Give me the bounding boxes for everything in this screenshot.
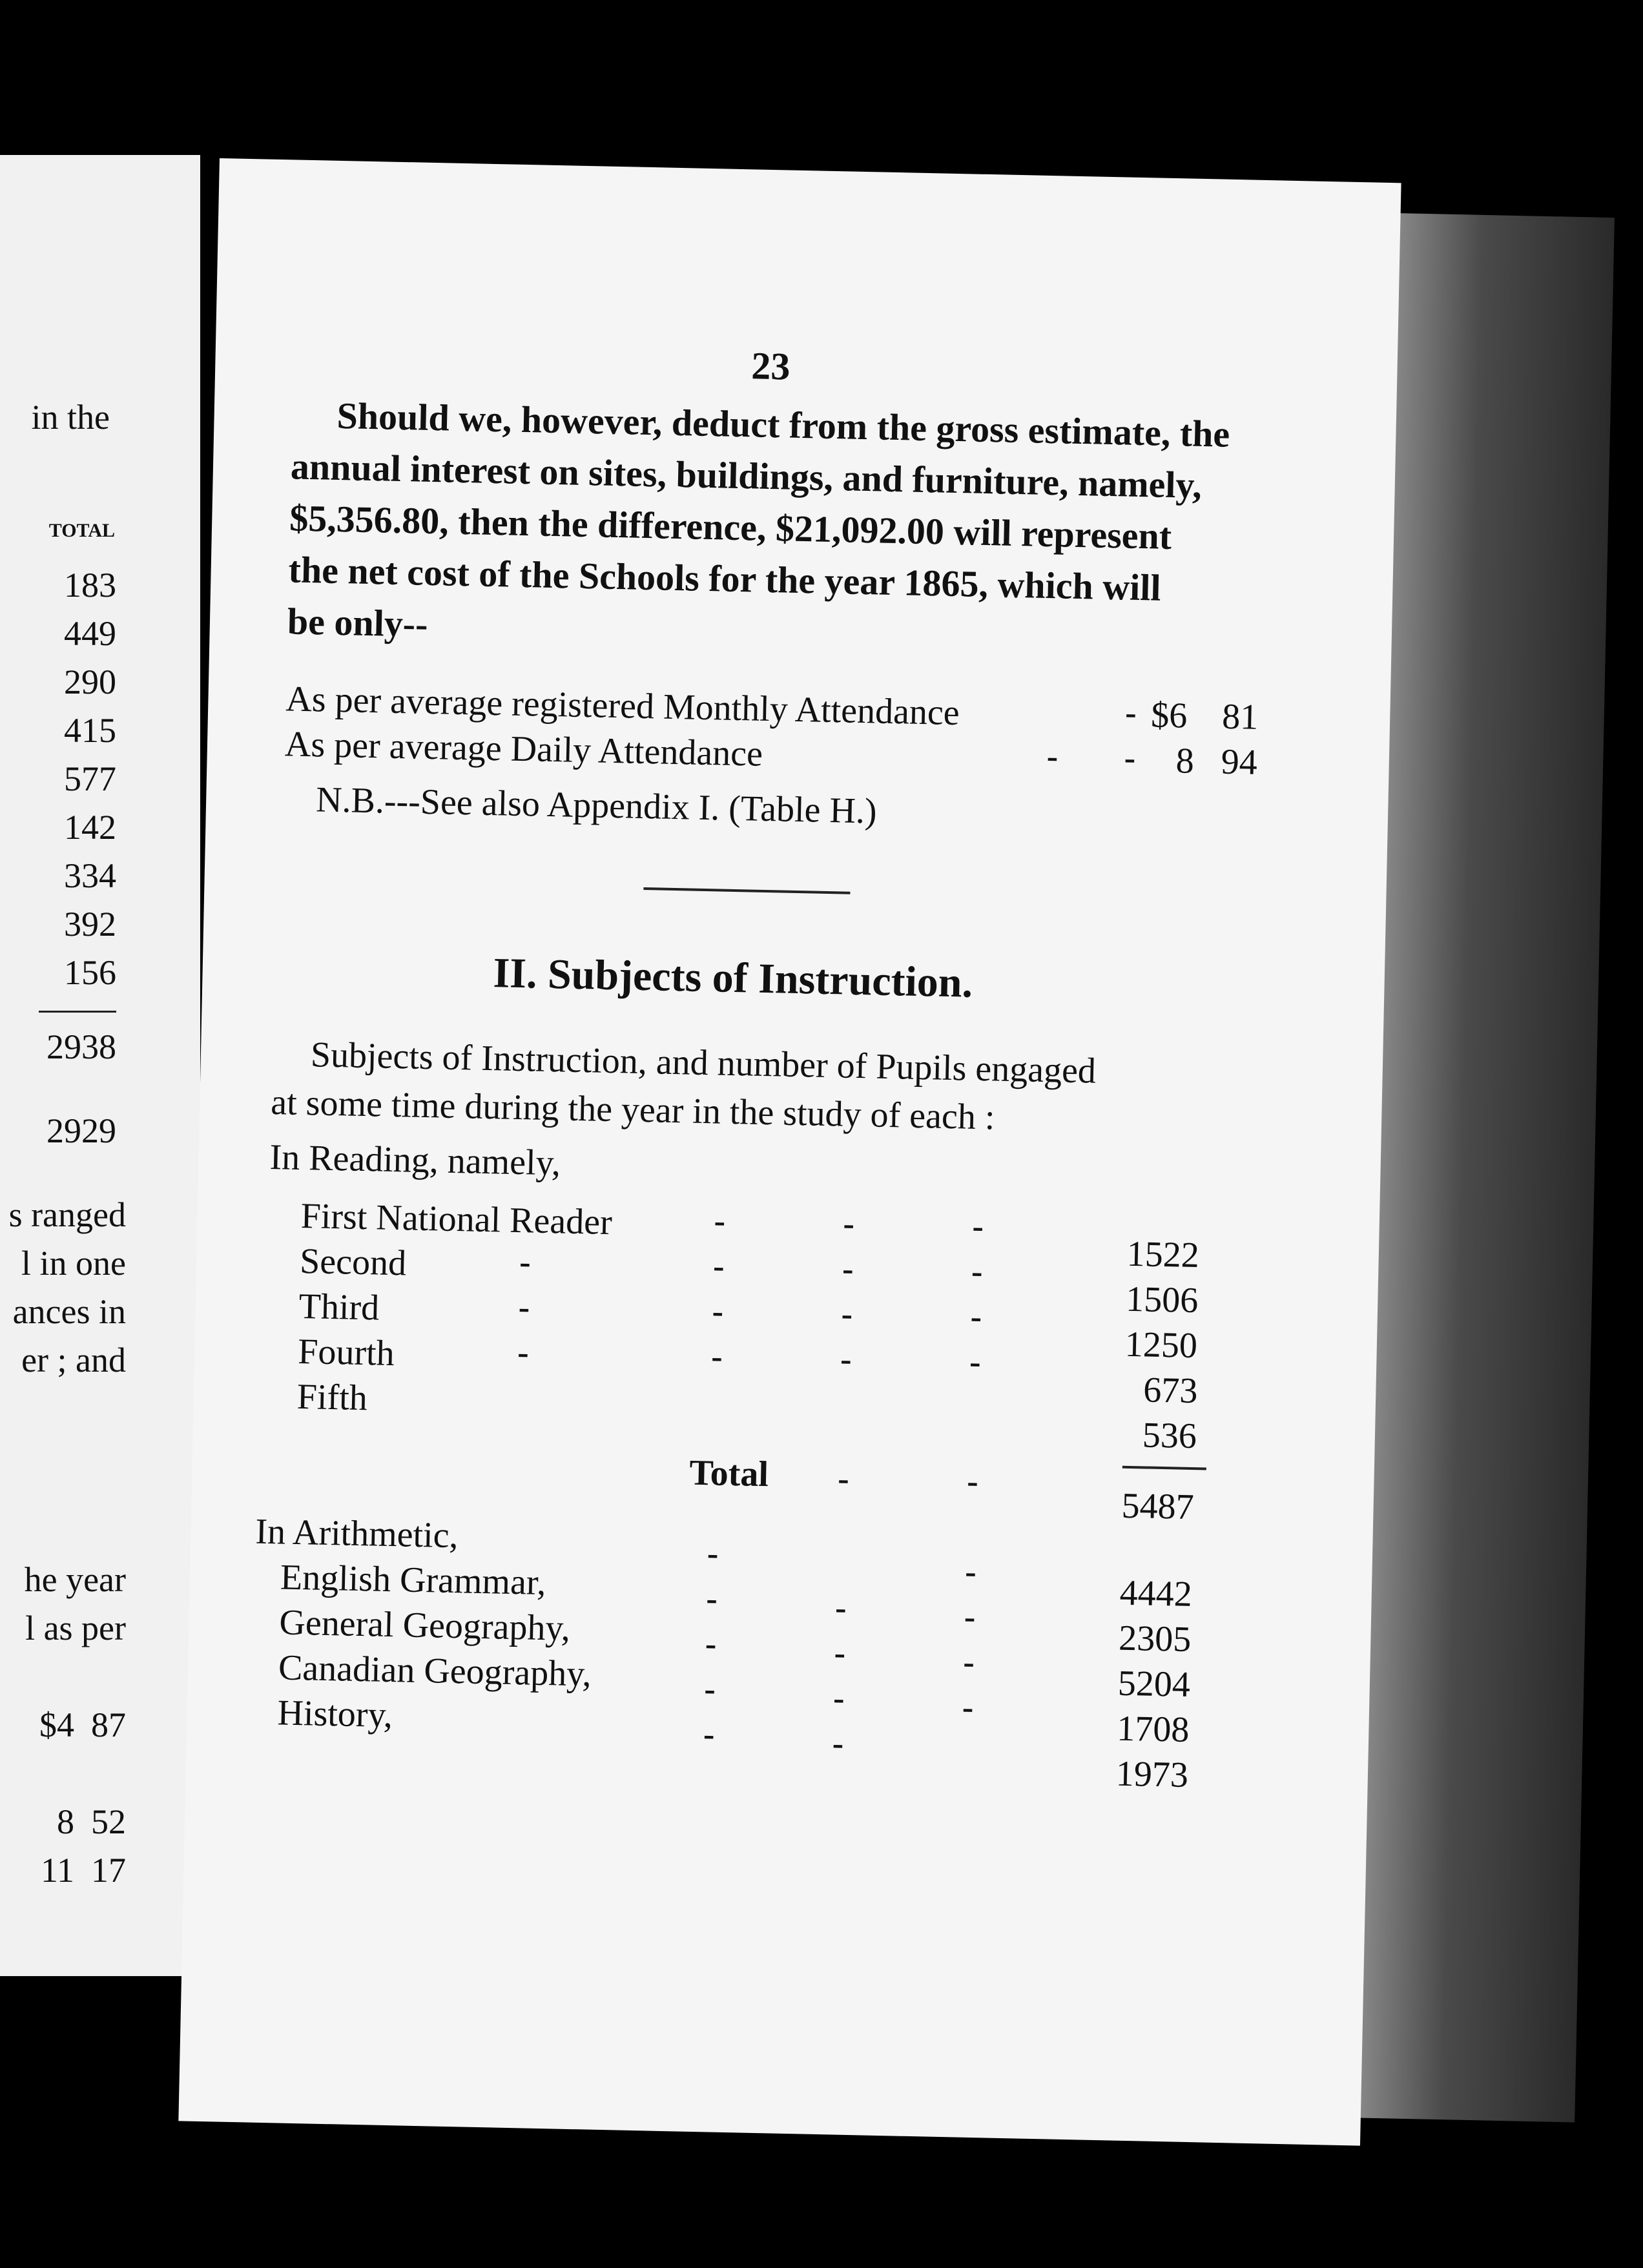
leader-dash: - [707, 1535, 719, 1572]
reading-label: In Reading, namely, [269, 1137, 561, 1184]
subject-value: 1973 [1115, 1753, 1189, 1795]
reading-row-value: 536 [1142, 1415, 1197, 1457]
reading-row-label: Fifth [296, 1376, 368, 1419]
subject-label: In Arithmetic, [254, 1511, 459, 1556]
previous-page-fragment [0, 155, 200, 1976]
subject-value: 2305 [1118, 1618, 1192, 1660]
page-number: 23 [750, 344, 791, 388]
reading-row-label: Third [298, 1286, 380, 1328]
leader-dash: - [840, 1341, 852, 1378]
left-text-fragment: he year [24, 1560, 126, 1599]
subject-value: 4442 [1119, 1572, 1193, 1615]
section-intro-line: at some time during the year in the study of each : [270, 1082, 996, 1138]
left-total-value: 183 [64, 566, 116, 604]
left-second-sum: 2929 [46, 1111, 116, 1150]
left-cost-cents: 87 [91, 1706, 126, 1744]
leader-dash: - [517, 1334, 530, 1372]
reading-row-label: Second [299, 1241, 407, 1284]
reading-row-label: Fourth [297, 1331, 395, 1374]
leader-dash: - [1124, 739, 1136, 777]
left-text-fragment: l in one [21, 1244, 126, 1283]
section-heading: II. Subjects of Instruction. [492, 949, 973, 1007]
left-total-value: 392 [64, 905, 116, 943]
left-heading-fragment: in the [31, 398, 110, 437]
leader-dash: - [714, 1202, 726, 1240]
leader-dash: - [966, 1463, 979, 1501]
leader-dash: - [970, 1298, 982, 1336]
attendance-dollars: 8 [1175, 741, 1195, 781]
reading-row-value: 1250 [1124, 1324, 1198, 1366]
left-cost-dollars: 8 [57, 1802, 74, 1841]
leader-dash: - [1124, 694, 1137, 732]
leader-dash: - [712, 1248, 725, 1285]
leader-dash: - [969, 1343, 982, 1381]
leader-dash: - [841, 1295, 853, 1333]
left-total-value: 415 [64, 711, 116, 750]
left-total-value: 577 [64, 759, 116, 798]
left-total-value: 290 [64, 663, 116, 701]
leader-dash: - [834, 1589, 847, 1627]
leader-dash: - [1046, 738, 1059, 776]
subject-label: Canadian Geography, [278, 1647, 592, 1695]
subject-value: 5204 [1117, 1663, 1191, 1705]
reading-row-value: 673 [1142, 1370, 1198, 1412]
leader-dash: - [837, 1460, 850, 1498]
paragraph-line: Should we, however, deduct from the gross estimate, the [336, 394, 1230, 455]
left-total-value: 449 [64, 614, 116, 653]
reading-row-label: First National Reader [300, 1195, 613, 1243]
reading-row-value: 1506 [1125, 1279, 1199, 1321]
leader-dash: - [962, 1689, 974, 1726]
total-label: Total [688, 1452, 769, 1495]
leader-dash: - [710, 1338, 723, 1376]
attendance-dollars: $6 [1150, 695, 1188, 736]
attendance-cents: 94 [1221, 741, 1258, 783]
left-cost-cents: 52 [91, 1802, 126, 1841]
section-divider [643, 887, 850, 894]
leader-dash: - [834, 1634, 846, 1672]
left-text-fragment: s ranged [8, 1195, 126, 1234]
left-sum-rule [39, 1011, 116, 1013]
leader-dash: - [843, 1205, 855, 1242]
subject-value: 1708 [1116, 1708, 1190, 1750]
left-total-value: 156 [64, 953, 116, 992]
left-cost-dollars: $4 [39, 1706, 74, 1744]
total-value: 5487 [1121, 1485, 1195, 1528]
left-total-header: TOTAL [48, 520, 115, 541]
subject-label: General Geography, [278, 1602, 571, 1649]
leader-dash: - [972, 1208, 984, 1246]
paragraph-line: the net cost of the Schools for the year 1865, which will [288, 548, 1162, 609]
left-text-fragment: er ; and [21, 1341, 126, 1379]
subject-label: History, [276, 1693, 393, 1736]
leader-dash: - [964, 1598, 976, 1636]
left-sum-value: 2938 [46, 1027, 116, 1066]
leader-dash: - [705, 1625, 717, 1663]
total-rule [1122, 1466, 1206, 1470]
document-page [178, 158, 1401, 2146]
leader-dash: - [519, 1244, 532, 1281]
attendance-label: As per average Daily Attendance [284, 724, 763, 774]
paragraph-line: $5,356.80, then the difference, $21,092.00 will represent [289, 497, 1172, 557]
left-text-fragment: ances in [12, 1292, 126, 1331]
leader-dash: - [703, 1671, 716, 1708]
left-text-fragment: l as per [25, 1609, 126, 1647]
attendance-cents: 81 [1221, 696, 1259, 737]
leader-dash: - [962, 1644, 975, 1681]
leader-dash: - [842, 1250, 854, 1288]
leader-dash: - [712, 1293, 724, 1330]
leader-dash: - [964, 1553, 977, 1591]
leader-dash: - [832, 1725, 844, 1762]
paragraph-line: be only-- [287, 600, 429, 645]
leader-dash: - [971, 1253, 984, 1291]
subject-label: English Grammar, [280, 1557, 547, 1603]
left-total-value: 142 [64, 808, 116, 847]
appendix-note: N.B.---See also Appendix I. (Table H.) [315, 779, 878, 832]
left-cost-cents: 17 [91, 1851, 126, 1890]
paragraph-line: annual interest on sites, buildings, and furniture, namely, [290, 445, 1203, 506]
leader-dash: - [703, 1716, 715, 1753]
reading-row-value: 1522 [1126, 1233, 1200, 1276]
left-total-value: 334 [64, 856, 116, 895]
section-intro-line: Subjects of Instruction, and number of Pupils engaged [310, 1035, 1097, 1091]
left-cost-dollars: 11 [41, 1851, 74, 1890]
leader-dash: - [832, 1680, 845, 1717]
attendance-label: As per average registered Monthly Attendance [285, 679, 960, 734]
leader-dash: - [705, 1580, 718, 1618]
leader-dash: - [518, 1289, 530, 1326]
